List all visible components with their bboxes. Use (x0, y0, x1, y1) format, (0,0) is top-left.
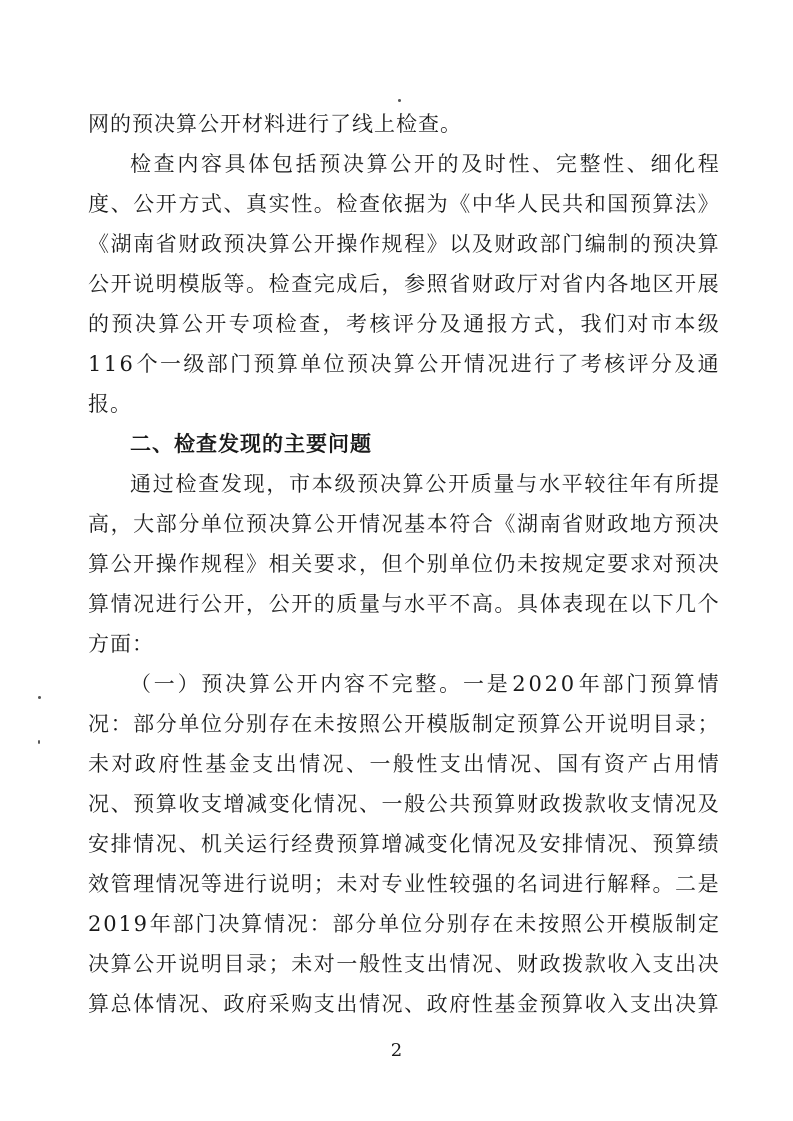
section-heading: 二、检查发现的主要问题 (130, 432, 372, 456)
scan-speck (38, 740, 40, 744)
text-line: 况 ： 部 分 单 位 分 别 存 在 未 按 照 公 开 模 版 制 定 预 算 公 开 说 明 目 录 ； (88, 712, 720, 736)
text-line: 报。 (88, 392, 132, 416)
text-line: 通 过 检 查 发 现 ， 市 本 级 预 决 算 公 开 质 量 与 水 平 较 往 年 有 所 提 (130, 472, 720, 496)
page-number: 2 (390, 1040, 403, 1061)
text-line: 决 算 公 开 说 明 目 录 ； 未 对 一 般 性 支 出 情 况 、 财 政 拨 款 收 入 支 出 决 (88, 952, 720, 976)
text-line: 公 开 说 明 模 版 等 。 检 查 完 成 后 ， 参 照 省 财 政 厅 对 省 内 各 地 区 开 展 (88, 272, 720, 296)
text-line: 算 总 体 情 况 、 政 府 采 购 支 出 情 况 、 政 府 性 基 金 预 算 收 入 支 出 决 算 (88, 992, 720, 1016)
text-line: 网的预决算公开材料进行了线上检查。 (88, 112, 462, 136)
text-line: 算 情 况 进 行 公 开 ， 公 开 的 质 量 与 水 平 不 高 。 具 体 表 现 在 以 下 几 个 (88, 592, 720, 616)
scan-speck (38, 696, 41, 699)
text-line: （ 一 ） 预 决 算 公 开 内 容 不 完 整 。 一 是 2 0 2 0 年 部 门 预 算 情 (130, 672, 720, 696)
text-line: 况 、 预 算 收 支 增 减 变 化 情 况 、 一 般 公 共 预 算 财 政 拨 款 收 支 情 况 及 (88, 792, 720, 816)
text-line: 检 查 内 容 具 体 包 括 预 决 算 公 开 的 及 时 性 、 完 整 性 、 细 化 程 (130, 152, 720, 176)
text-line: 《 湖 南 省 财 政 预 决 算 公 开 操 作 规 程 》 以 及 财 政 部 门 编 制 的 预 决 算 (88, 232, 720, 256)
text-line: 1 1 6 个 一 级 部 门 预 算 单 位 预 决 算 公 开 情 况 进 行 了 考 核 评 分 及 通 (88, 352, 720, 376)
text-line: 2 0 1 9 年 部 门 决 算 情 况 ： 部 分 单 位 分 别 存 在 未 按 照 公 开 模 版 制 定 (88, 912, 720, 936)
text-line: 方面： (88, 632, 154, 656)
text-line: 安 排 情 况 、 机 关 运 行 经 费 预 算 增 减 变 化 情 况 及 安 排 情 况 、 预 算 绩 (88, 832, 720, 856)
scan-speck (398, 99, 401, 102)
text-line: 的 预 决 算 公 开 专 项 检 查 ， 考 核 评 分 及 通 报 方 式 ， 我 们 对 市 本 级 (88, 312, 720, 336)
text-line: 算 公 开 操 作 规 程 》 相 关 要 求 ， 但 个 别 单 位 仍 未 按 规 定 要 求 对 预 决 (88, 552, 720, 576)
document-body (88, 104, 720, 1024)
text-line: 效 管 理 情 况 等 进 行 说 明 ； 未 对 专 业 性 较 强 的 名 词 进 行 解 释 。 二 是 (88, 872, 720, 896)
text-line: 未 对 政 府 性 基 金 支 出 情 况 、 一 般 性 支 出 情 况 、 国 有 资 产 占 用 情 (88, 752, 720, 776)
text-line: 度 、 公 开 方 式 、 真 实 性 。 检 查 依 据 为 《 中 华 人 民 共 和 国 预 算 法 》 (88, 192, 720, 216)
text-line: 高 ， 大 部 分 单 位 预 决 算 公 开 情 况 基 本 符 合 《 湖 南 省 财 政 地 方 预 决 (88, 512, 720, 536)
